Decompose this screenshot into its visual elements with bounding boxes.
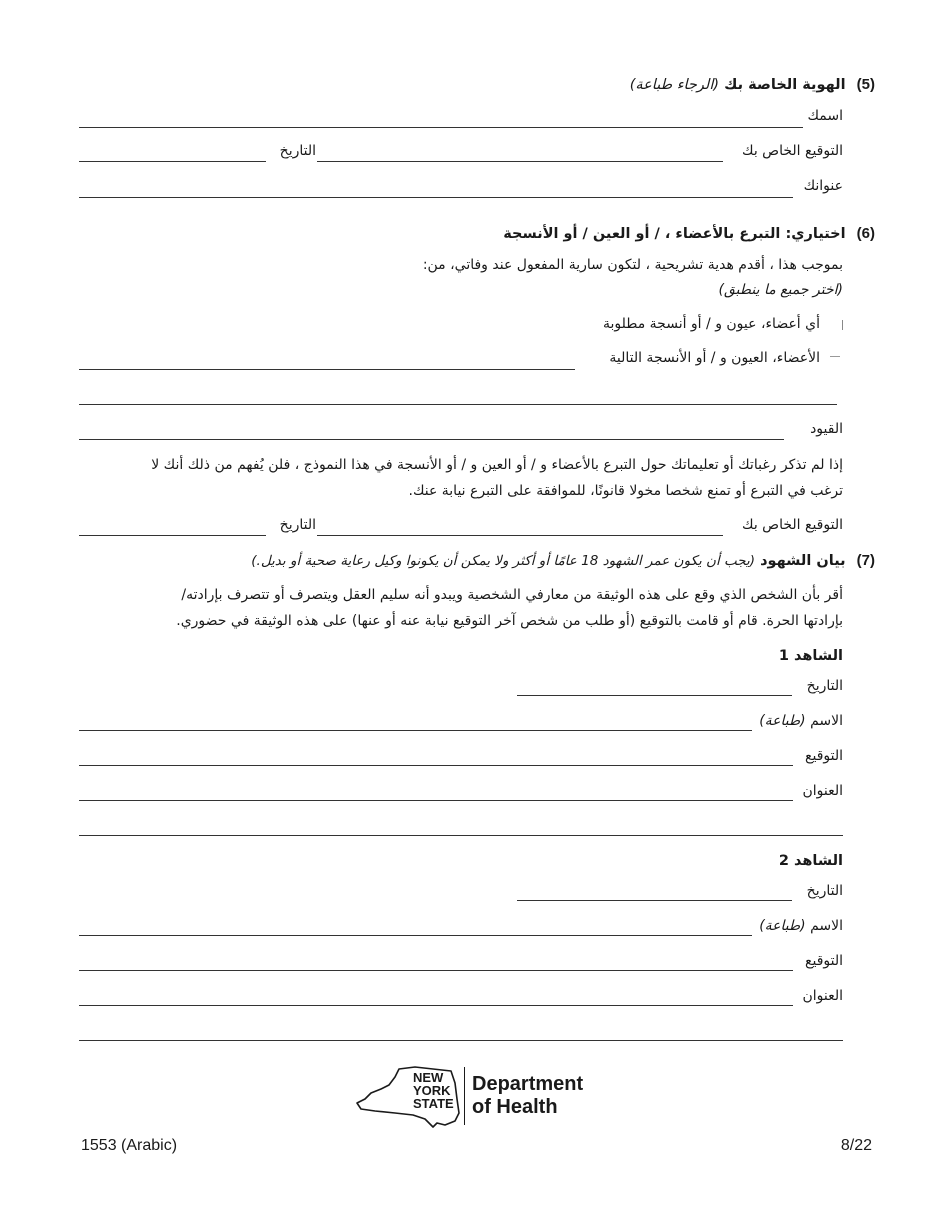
witness-2-signature-field[interactable] xyxy=(79,970,793,971)
limits-field[interactable] xyxy=(79,439,784,440)
witness-1-date-field[interactable] xyxy=(517,695,792,696)
form-date: 8/22 xyxy=(840,1137,872,1154)
dept-line-2: of Health xyxy=(472,1096,558,1118)
witness-1-address-field-2[interactable] xyxy=(79,835,843,836)
following-organs-field[interactable] xyxy=(79,369,575,370)
witness-1-name-note: (طباعة) xyxy=(759,713,806,729)
option-following-label: الأعضاء، العيون و / أو الأنسجة التالية xyxy=(609,350,820,366)
witness-statement-line-1: أقر بأن الشخص الذي وقع على هذه الوثيقة من معارفي الشخصية ويبدو أنه سليم العقل ويتصرف أو تتصرف بإرادته/ xyxy=(181,587,843,603)
state-wordmark xyxy=(413,1071,454,1110)
option-following-checkbox[interactable] xyxy=(830,356,840,357)
witness-1-title: الشاهد 1 xyxy=(778,648,843,664)
witness-1-signature-field[interactable] xyxy=(79,765,793,766)
logo-divider xyxy=(464,1067,465,1125)
witness-2-name-field[interactable] xyxy=(79,935,752,936)
witness-2-name-note: (طباعة) xyxy=(759,918,806,934)
witness-2-address-field[interactable] xyxy=(79,1005,793,1006)
following-organs-field-2[interactable] xyxy=(79,404,837,405)
witness-2-date-label: التاريخ xyxy=(806,883,843,899)
section-7-note: (يجب أن يكون عمر الشهود 18 عامًا أو أكثر ولا يمكن أن يكونوا وكيل رعاية صحية أو بديل.) xyxy=(251,553,756,569)
dept-wordmark xyxy=(472,1073,583,1119)
section-5-title: الهوية الخاصة بك xyxy=(724,77,846,93)
name-field[interactable] xyxy=(79,127,803,128)
choose-all-note: (اختر جميع ما ينطبق) xyxy=(718,282,843,298)
donation-notice-line-1: إذا لم تذكر رغباتك أو تعليماتك حول التبرع بالأعضاء و / أو العين و / أو الأنسجة في هذا النموذج ، فلن يُفهم من ذلك أنك لا xyxy=(151,457,843,473)
donation-date-label: التاريخ xyxy=(279,517,316,533)
nys-doh-logo xyxy=(355,1065,600,1129)
witness-1-name-label xyxy=(759,713,843,729)
name-label: اسمك xyxy=(807,108,843,124)
section-7-title: بيان الشهود xyxy=(760,553,846,569)
donation-notice-line-2: ترغب في التبرع أو تمنع شخصا مخولا قانونًا، للموافقة على التبرع نيابة عنك. xyxy=(408,483,843,499)
address-field[interactable] xyxy=(79,197,793,198)
witness-2-signature-label: التوقيع xyxy=(805,953,843,969)
state-line-3: STATE xyxy=(413,1096,454,1111)
witness-1-address-field[interactable] xyxy=(79,800,793,801)
donation-date-field[interactable] xyxy=(79,535,266,536)
state-line-1: NEW xyxy=(413,1070,444,1085)
signature-label: التوقيع الخاص بك xyxy=(742,143,843,159)
witness-2-title: الشاهد 2 xyxy=(778,853,843,869)
witness-1-name-field[interactable] xyxy=(79,730,752,731)
section-5-note: (الرجاء طباعة) xyxy=(629,77,720,93)
section-6-title: اختياري: التبرع بالأعضاء ، / أو العين / أو الأنسجة xyxy=(503,226,846,242)
witness-2-address-field-2[interactable] xyxy=(79,1040,843,1041)
date-field[interactable] xyxy=(79,161,266,162)
witness-statement-line-2: بإرادتها الحرة. قام أو قامت بالتوقيع (أو طلب من شخص آخر التوقيع نيابة عنه أو عنها) على هذه الوثيقة في حضوري. xyxy=(176,613,843,629)
donation-signature-label: التوقيع الخاص بك xyxy=(742,517,843,533)
option-any-checkbox[interactable] xyxy=(842,320,843,330)
section-5-number: (5) xyxy=(856,76,875,93)
witness-1-name-text: الاسم xyxy=(810,713,843,729)
witness-2-name-text: الاسم xyxy=(810,918,843,934)
witness-1-address-label: العنوان xyxy=(802,783,843,799)
section-7-heading xyxy=(251,552,875,569)
witness-2-address-label: العنوان xyxy=(802,988,843,1004)
option-any-label: أي أعضاء، عيون و / أو أنسجة مطلوبة xyxy=(602,316,820,332)
gift-intro: بموجب هذا ، أقدم هدية تشريحية ، لتكون سارية المفعول عند وفاتي، من: xyxy=(422,257,843,273)
donation-signature-field[interactable] xyxy=(317,535,723,536)
section-7-number: (7) xyxy=(856,552,875,569)
address-label: عنوانك xyxy=(803,178,843,194)
section-6-number: (6) xyxy=(856,225,875,242)
section-5-heading xyxy=(630,76,875,93)
dept-line-1: Department xyxy=(472,1073,584,1095)
signature-field[interactable] xyxy=(317,161,723,162)
state-line-2: YORK xyxy=(413,1083,451,1098)
witness-1-signature-label: التوقيع xyxy=(805,748,843,764)
witness-1-date-label: التاريخ xyxy=(806,678,843,694)
witness-2-date-field[interactable] xyxy=(517,900,792,901)
limits-label: القيود xyxy=(810,421,843,437)
date-label: التاريخ xyxy=(279,143,316,159)
witness-2-name-label xyxy=(759,918,843,934)
form-id: 1553 (Arabic) xyxy=(81,1137,178,1154)
section-6-heading xyxy=(503,225,875,242)
